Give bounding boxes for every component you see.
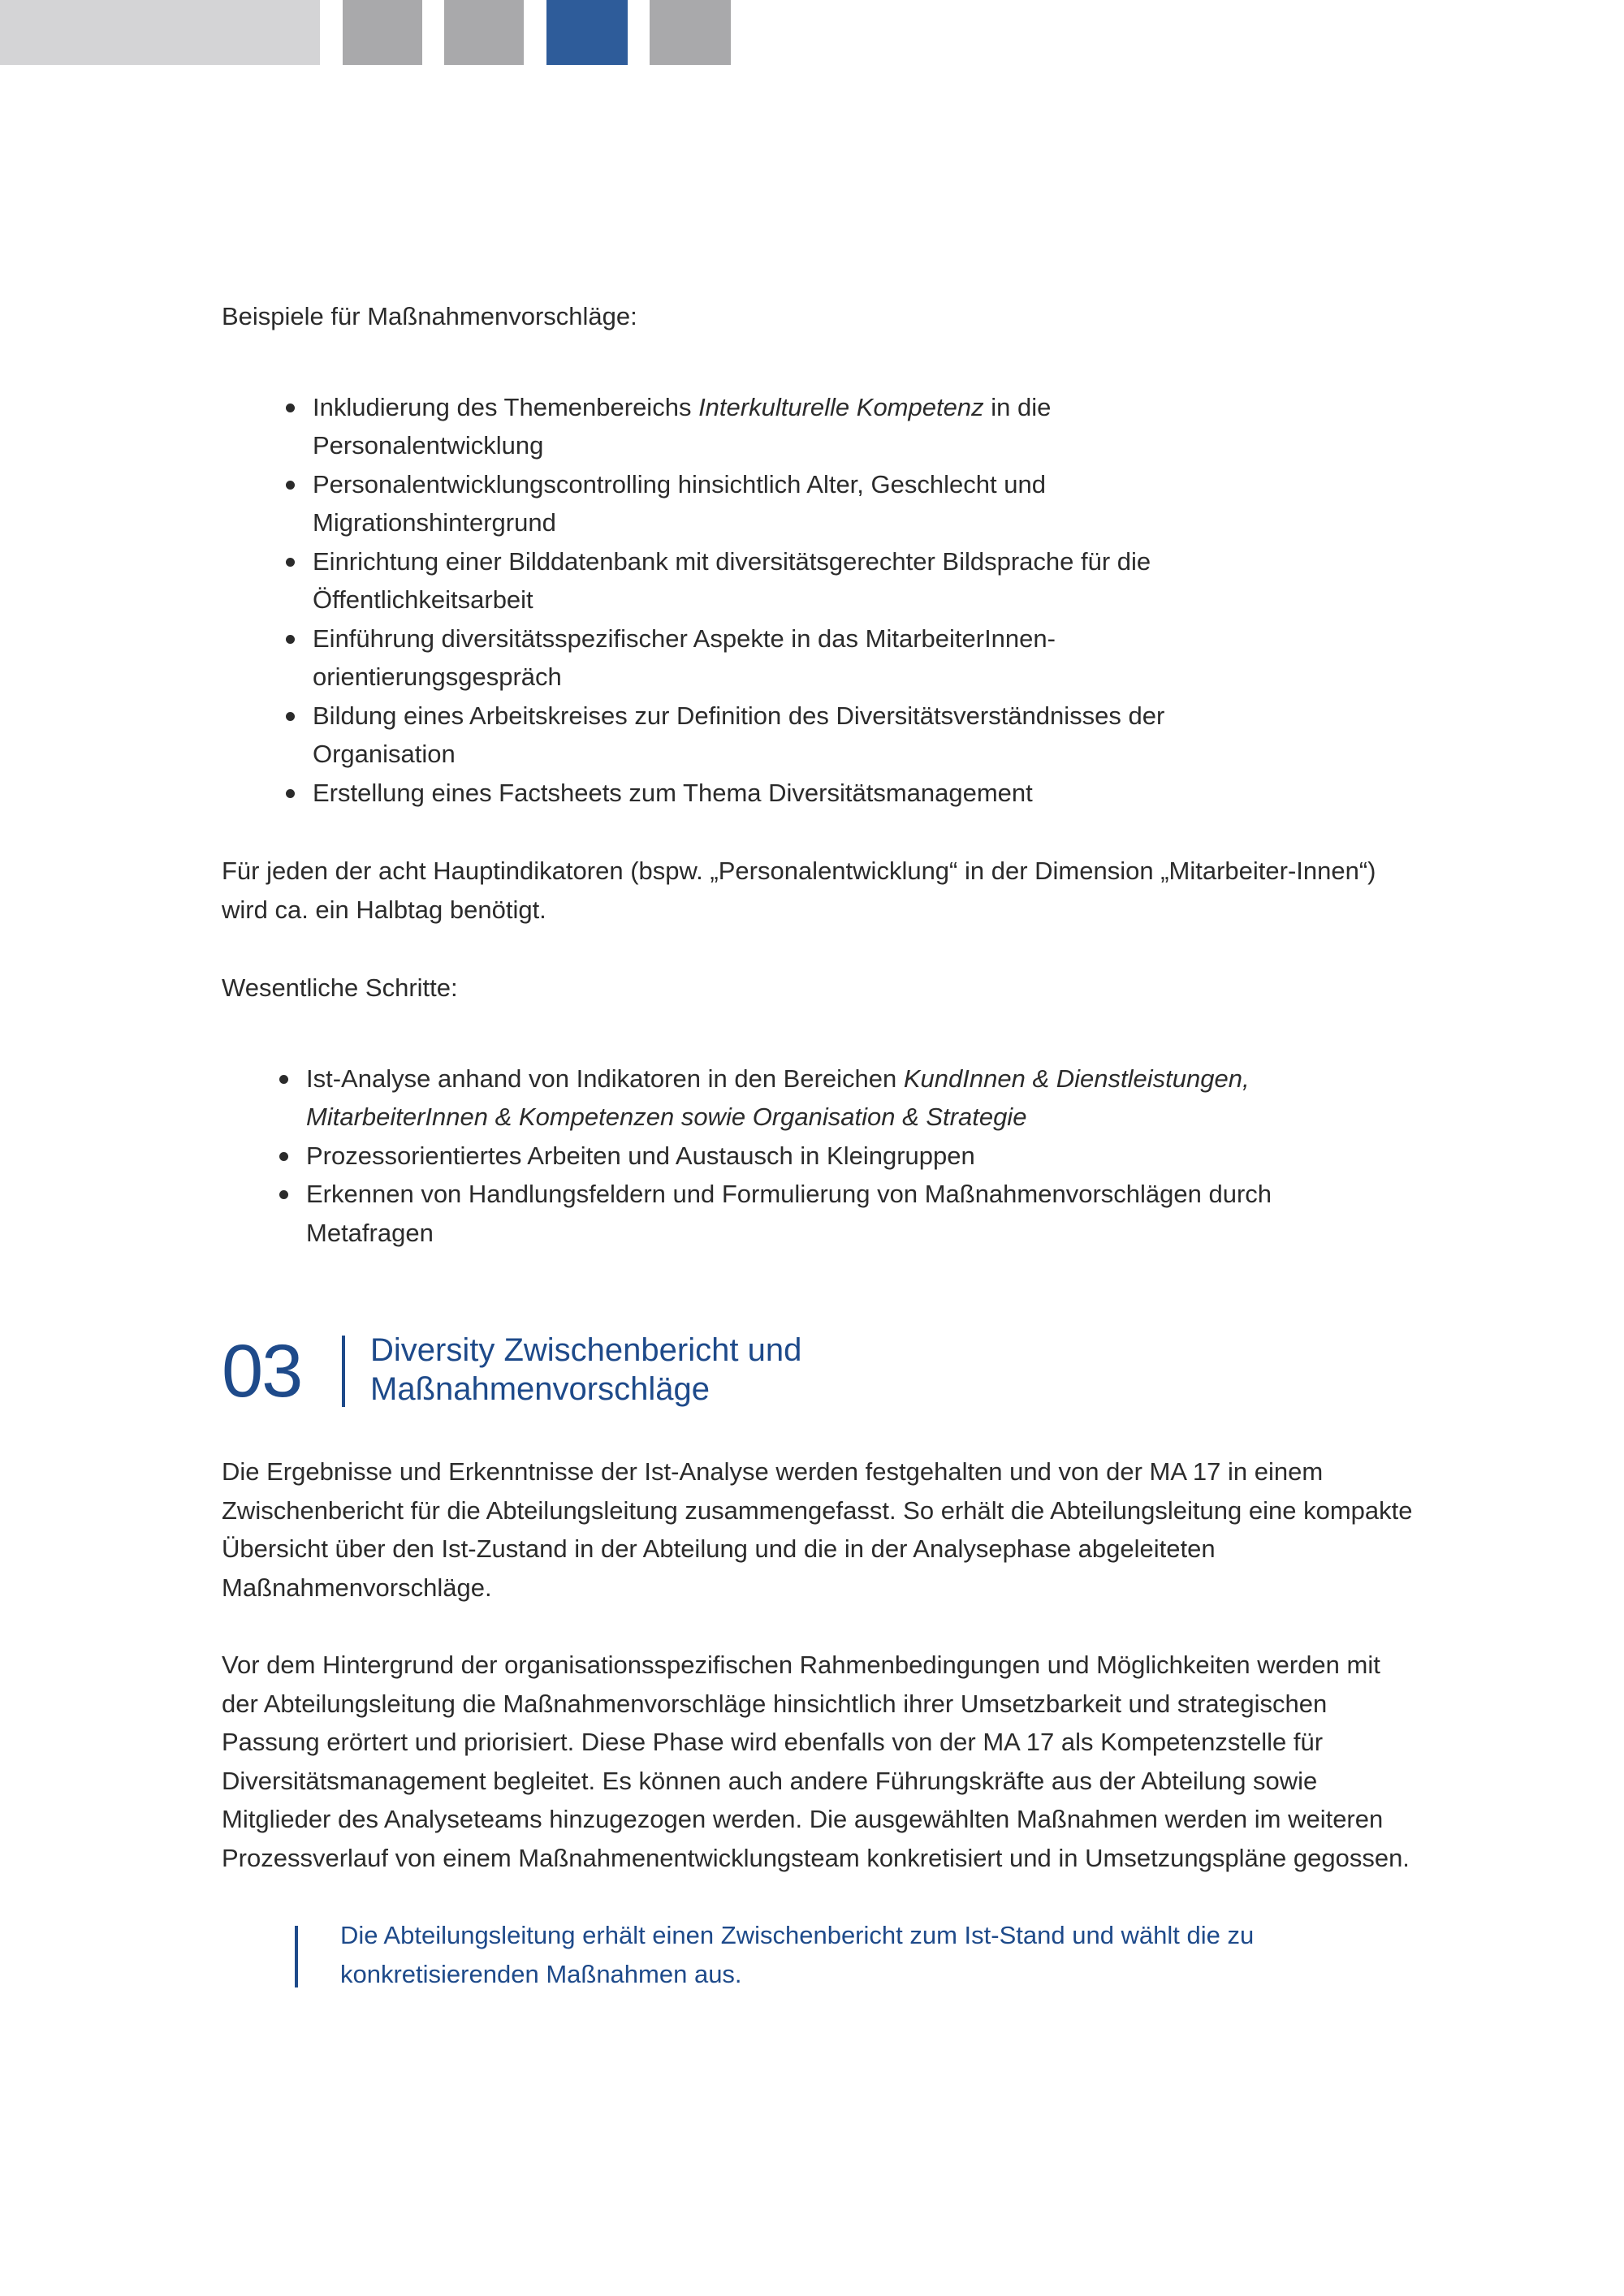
examples-list-item: Einführung diversitätsspezifischer Aspekte in das MitarbeiterInnen-orientierungsgespräch <box>283 619 1241 697</box>
header-tab-2 <box>444 0 524 65</box>
callout-bar <box>295 1926 298 1987</box>
header-tab-long <box>0 0 320 65</box>
body-paragraph-2: Vor dem Hintergrund der organisationsspezifischen Rahmenbedingungen und Möglichkeiten werden mit der Abteilungsleitung die Maßnahmenvorschläge hinsichtlich ihrer Umsetzbarkeit und strategischen Passung erörtert und priorisiert. Diese Phase wird ebenfalls von der MA 17 als Kompetenzstelle für Diversitätsmanagement begleitet. Es können auch andere Führungskräfte aus der Abteilung sowie Mitglieder des Analyseteams hinzugezogen werden. Die ausgewählten Maßnahmen werden im weiteren Prozessverlauf von einem Maßnahmenentwicklungsteam konkretisiert und in Umsetzungspläne gegossen. <box>222 1651 1410 1872</box>
section-heading <box>222 1329 1423 1413</box>
header-tab-bar <box>0 0 731 65</box>
callout-text: Die Abteilungsleitung erhält einen Zwischenbericht zum Ist-Stand und wählt die zu konkretisierenden Maßnahmen aus. <box>340 1921 1255 1988</box>
body-paragraph-1: Die Ergebnisse und Erkenntnisse der Ist-Analyse werden festgehalten und von der MA 17 in einem Zwischenbericht für die Abteilungsleitung zusammengefasst. So erhält die Abteilungsleitung eine kompakte Übersicht über den Ist-Zustand in der Abteilung und die in der Analysephase abgeleiteten Maßnahmenvorschläge. <box>222 1457 1413 1602</box>
section-title: Diversity Zwischenbericht und Maßnahmenvorschläge <box>370 1332 802 1407</box>
examples-list-item: Erstellung eines Factsheets zum Thema Diversitätsmanagement <box>283 774 1241 813</box>
header-tab-1 <box>343 0 422 65</box>
examples-list <box>283 388 1241 813</box>
examples-list-item: Bildung eines Arbeitskreises zur Definition des Diversitätsverständnisses der Organisation <box>283 697 1241 774</box>
page-content <box>222 297 1423 1993</box>
steps-heading: Wesentliche Schritte: <box>222 973 458 1002</box>
section-divider <box>342 1336 345 1407</box>
examples-list-item: Personalentwicklungscontrolling hinsichtlich Alter, Geschlecht und Migrationshintergrund <box>283 465 1241 542</box>
steps-list-item: Prozessorientiertes Arbeiten und Austausch in Kleingruppen <box>276 1137 1299 1176</box>
steps-list <box>276 1060 1299 1253</box>
examples-heading: Beispiele für Maßnahmenvorschläge: <box>222 302 637 330</box>
steps-list-item: Erkennen von Handlungsfeldern und Formulierung von Maßnahmenvorschlägen durch Metafragen <box>276 1175 1299 1252</box>
examples-list-item: Einrichtung einer Bilddatenbank mit diversitätsgerechter Bildsprache für die Öffentlichkeitsarbeit <box>283 542 1241 619</box>
summary-callout <box>295 1916 1355 1993</box>
examples-list-item: Inkludierung des Themenbereichs Interkulturelle Kompetenz in die Personalentwicklung <box>283 388 1241 465</box>
steps-list-item: Ist-Analyse anhand von Indikatoren in den Bereichen KundInnen & Dienstleistungen, MitarbeiterInnen & Kompetenzen sowie Organisation & Strategie <box>276 1060 1299 1137</box>
header-tab-active <box>546 0 628 65</box>
halftag-paragraph: Für jeden der acht Hauptindikatoren (bspw. „Personalentwicklung“ in der Dimension „Mitarbeiter-Innen“) wird ca. ein Halbtag benötigt. <box>222 857 1376 924</box>
section-number: 03 <box>222 1330 302 1413</box>
header-tab-4 <box>650 0 731 65</box>
